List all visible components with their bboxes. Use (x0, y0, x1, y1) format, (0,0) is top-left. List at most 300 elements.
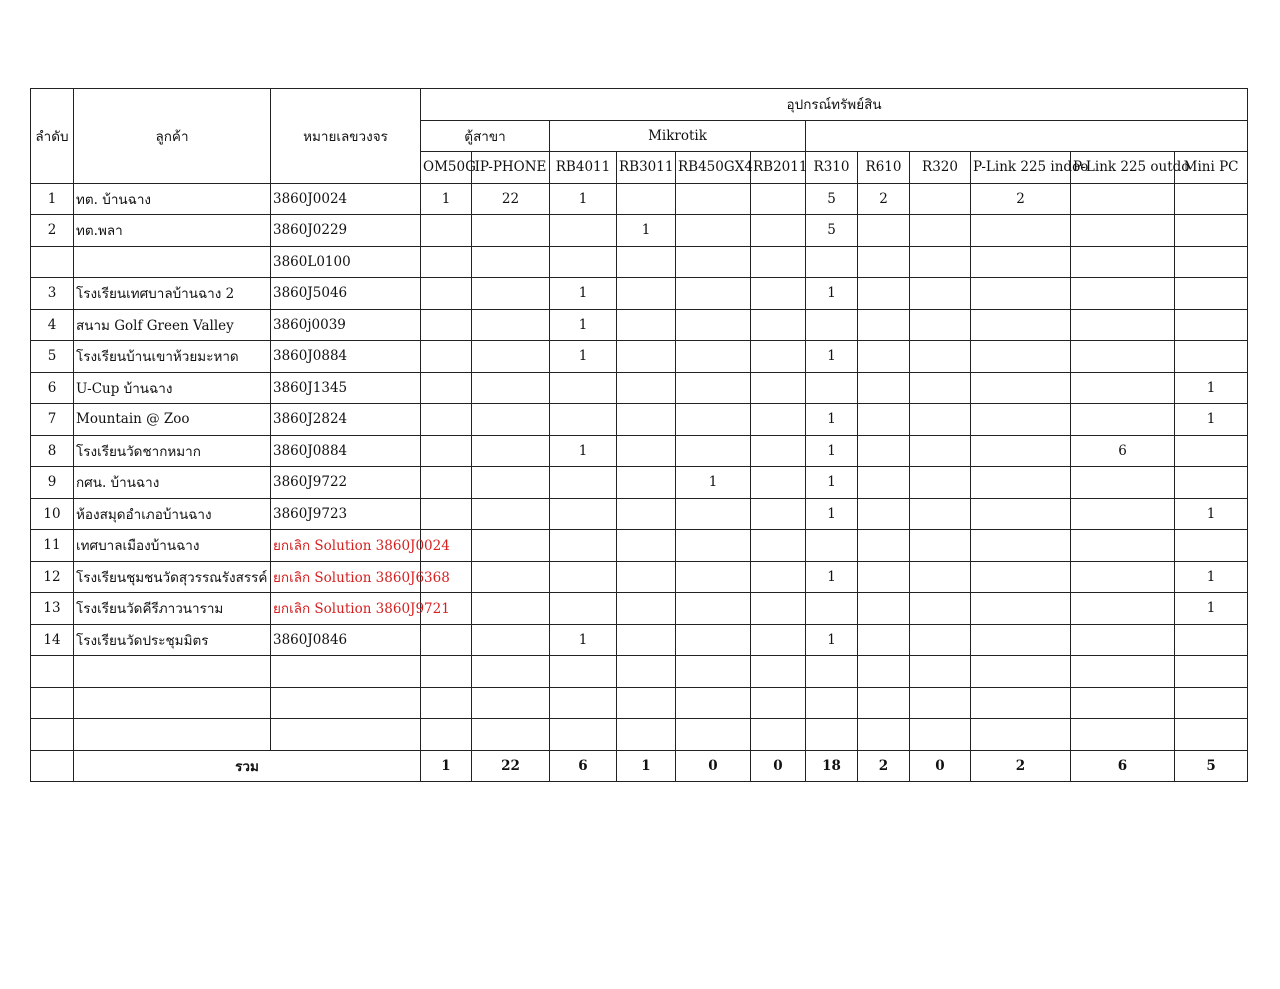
row-circuit: 3860J5046 (271, 278, 421, 310)
row-value (1175, 246, 1248, 278)
row-value (1175, 215, 1248, 247)
column-header: RB4011 (550, 152, 617, 184)
row-seq: 10 (31, 498, 74, 530)
row-value (617, 687, 676, 719)
header-blank-group (806, 120, 1248, 152)
row-value: 1 (421, 183, 472, 215)
row-value (910, 530, 971, 562)
row-value (1071, 593, 1175, 625)
row-value (1071, 467, 1175, 499)
row-value (617, 498, 676, 530)
row-circuit: ยกเลิก Solution 3860J6368 (271, 561, 421, 593)
total-value: 0 (676, 750, 751, 782)
row-value (421, 215, 472, 247)
row-value (971, 656, 1071, 688)
row-value (971, 435, 1071, 467)
row-value: 1 (806, 404, 858, 436)
row-seq: 7 (31, 404, 74, 436)
row-value (617, 593, 676, 625)
row-value (472, 656, 550, 688)
row-value: 1 (550, 309, 617, 341)
row-value (617, 530, 676, 562)
row-value (858, 719, 910, 751)
row-circuit: 3860J0884 (271, 341, 421, 373)
row-value (751, 656, 806, 688)
row-circuit: 3860J0229 (271, 215, 421, 247)
row-value (472, 719, 550, 751)
row-seq (31, 687, 74, 719)
row-value (550, 498, 617, 530)
row-value (910, 498, 971, 530)
row-value (910, 246, 971, 278)
row-customer: โรงเรียนเทศบาลบ้านฉาง 2 (74, 278, 271, 310)
row-value (472, 498, 550, 530)
row-value (971, 309, 1071, 341)
row-value (806, 719, 858, 751)
row-value (617, 435, 676, 467)
row-value (676, 372, 751, 404)
row-value (421, 372, 472, 404)
column-header: R610 (858, 152, 910, 184)
row-customer: โรงเรียนวัดประชุมมิตร (74, 624, 271, 656)
row-value (617, 467, 676, 499)
row-customer: โรงเรียนชุมชนวัดสุวรรณรังสรรค์ (74, 561, 271, 593)
row-value (971, 530, 1071, 562)
row-value (910, 656, 971, 688)
row-value: 1 (806, 341, 858, 373)
column-header: RB450GX4 (676, 152, 751, 184)
total-value: 6 (550, 750, 617, 782)
row-value (751, 341, 806, 373)
total-value: 2 (858, 750, 910, 782)
row-value (971, 561, 1071, 593)
row-value (676, 624, 751, 656)
row-value (1071, 215, 1175, 247)
row-value (858, 246, 910, 278)
row-value: 2 (858, 183, 910, 215)
row-seq: 1 (31, 183, 74, 215)
row-value (910, 467, 971, 499)
row-value (676, 656, 751, 688)
row-value (1071, 183, 1175, 215)
row-seq (31, 719, 74, 751)
row-value (971, 498, 1071, 530)
row-value (472, 341, 550, 373)
row-value (676, 309, 751, 341)
row-value (910, 719, 971, 751)
row-value (1071, 246, 1175, 278)
row-value (910, 435, 971, 467)
row-value (472, 561, 550, 593)
row-value (472, 404, 550, 436)
table-row (31, 372, 1248, 404)
row-value (617, 624, 676, 656)
table-row (31, 593, 1248, 625)
table-row (31, 561, 1248, 593)
row-value (1175, 719, 1248, 751)
row-value (751, 498, 806, 530)
row-seq: 3 (31, 278, 74, 310)
row-value (676, 404, 751, 436)
row-value (971, 246, 1071, 278)
row-value (806, 530, 858, 562)
row-value (1071, 309, 1175, 341)
table-row (31, 467, 1248, 499)
row-value (971, 593, 1071, 625)
row-customer: ทต. บ้านฉาง (74, 183, 271, 215)
row-value: 22 (472, 183, 550, 215)
row-value: 6 (1071, 435, 1175, 467)
row-value (550, 467, 617, 499)
total-label: รวม (74, 750, 421, 782)
row-value (971, 719, 1071, 751)
row-circuit (271, 656, 421, 688)
row-value: 1 (806, 498, 858, 530)
table-body (31, 183, 1248, 750)
row-circuit: 3860j0039 (271, 309, 421, 341)
table-row (31, 719, 1248, 751)
row-value (910, 561, 971, 593)
row-value (1175, 183, 1248, 215)
row-value (617, 309, 676, 341)
row-value (858, 498, 910, 530)
row-value (1071, 561, 1175, 593)
row-value (858, 278, 910, 310)
row-value (550, 593, 617, 625)
row-seq (31, 656, 74, 688)
row-value (910, 624, 971, 656)
row-customer: ห้องสมุดอำเภอบ้านฉาง (74, 498, 271, 530)
row-customer: โรงเรียนบ้านเขาห้วยมะหาด (74, 341, 271, 373)
column-header: R310 (806, 152, 858, 184)
table-row (31, 687, 1248, 719)
total-value: 0 (751, 750, 806, 782)
row-value: 1 (1175, 372, 1248, 404)
row-circuit: ยกเลิก Solution 3860J9721 (271, 593, 421, 625)
table-row (31, 341, 1248, 373)
column-header: R320 (910, 152, 971, 184)
total-value: 6 (1071, 750, 1175, 782)
table-row (31, 246, 1248, 278)
row-value (550, 215, 617, 247)
row-value (751, 215, 806, 247)
row-value: 1 (676, 467, 751, 499)
row-value (472, 372, 550, 404)
row-value: 1 (806, 561, 858, 593)
row-value (421, 404, 472, 436)
row-value (858, 309, 910, 341)
row-value (858, 561, 910, 593)
row-value (971, 372, 1071, 404)
row-value (1071, 498, 1175, 530)
row-value: 1 (806, 278, 858, 310)
column-header: OM50G (421, 152, 472, 184)
row-value: 1 (1175, 404, 1248, 436)
row-value (751, 404, 806, 436)
row-value (751, 687, 806, 719)
row-value (858, 656, 910, 688)
row-value (751, 278, 806, 310)
row-value (472, 530, 550, 562)
row-value (858, 404, 910, 436)
row-circuit: 3860J0024 (271, 183, 421, 215)
row-value (751, 593, 806, 625)
header-mikrotik-group: Mikrotik (550, 120, 806, 152)
row-value (751, 309, 806, 341)
row-value (1175, 467, 1248, 499)
row-customer: Mountain @ Zoo (74, 404, 271, 436)
row-value (1175, 624, 1248, 656)
row-value: 1 (1175, 561, 1248, 593)
total-value: 2 (971, 750, 1071, 782)
row-value (910, 183, 971, 215)
table-row (31, 656, 1248, 688)
row-value (421, 656, 472, 688)
row-value (858, 435, 910, 467)
row-value (421, 624, 472, 656)
table-row (31, 435, 1248, 467)
total-value: 5 (1175, 750, 1248, 782)
row-value (971, 341, 1071, 373)
row-value (676, 341, 751, 373)
row-value (617, 719, 676, 751)
row-value (421, 341, 472, 373)
row-seq: 8 (31, 435, 74, 467)
row-value (421, 435, 472, 467)
row-value (421, 309, 472, 341)
row-value (858, 372, 910, 404)
row-circuit: 3860J2824 (271, 404, 421, 436)
row-value (617, 278, 676, 310)
row-seq: 13 (31, 593, 74, 625)
column-header: RB2011 (751, 152, 806, 184)
row-value (971, 467, 1071, 499)
row-value (910, 372, 971, 404)
row-customer: กศน. บ้านฉาง (74, 467, 271, 499)
row-value (1071, 624, 1175, 656)
row-circuit: 3860J1345 (271, 372, 421, 404)
row-value (472, 246, 550, 278)
table-row (31, 404, 1248, 436)
row-value (806, 593, 858, 625)
row-value (806, 309, 858, 341)
row-value (617, 183, 676, 215)
row-value (971, 215, 1071, 247)
row-value (751, 561, 806, 593)
row-value (858, 467, 910, 499)
row-value (676, 215, 751, 247)
row-value: 1 (806, 467, 858, 499)
row-value: 1 (550, 183, 617, 215)
row-value (751, 246, 806, 278)
row-value (1071, 656, 1175, 688)
row-value (1071, 372, 1175, 404)
row-value (910, 309, 971, 341)
row-value (472, 624, 550, 656)
table-row (31, 498, 1248, 530)
row-circuit: ยกเลิก Solution 3860J0024 (271, 530, 421, 562)
row-value (1071, 530, 1175, 562)
row-value (806, 372, 858, 404)
row-value: 1 (550, 278, 617, 310)
row-seq: 11 (31, 530, 74, 562)
row-value: 2 (971, 183, 1071, 215)
row-value (751, 372, 806, 404)
row-value (617, 341, 676, 373)
row-value (550, 687, 617, 719)
row-value (858, 624, 910, 656)
row-value (421, 498, 472, 530)
row-value (910, 215, 971, 247)
equipment-table (30, 88, 1248, 782)
row-value (910, 278, 971, 310)
row-value: 1 (1175, 593, 1248, 625)
row-value (617, 404, 676, 436)
row-value: 1 (550, 435, 617, 467)
row-value (421, 467, 472, 499)
table-row (31, 530, 1248, 562)
row-value (858, 341, 910, 373)
row-value (971, 687, 1071, 719)
row-value (1071, 687, 1175, 719)
row-value (910, 593, 971, 625)
row-value (676, 561, 751, 593)
row-value (971, 404, 1071, 436)
row-value (910, 404, 971, 436)
row-value (1175, 530, 1248, 562)
row-value (421, 687, 472, 719)
row-circuit (271, 687, 421, 719)
row-circuit: 3860J0884 (271, 435, 421, 467)
row-value (1071, 278, 1175, 310)
header-assets: อุปกรณ์ทรัพย์สิน (421, 89, 1248, 121)
row-customer: โรงเรียนวัดชากหมาก (74, 435, 271, 467)
row-value (751, 624, 806, 656)
row-value (1071, 341, 1175, 373)
column-header: RB3011 (617, 152, 676, 184)
row-value: 1 (806, 624, 858, 656)
row-value: 1 (806, 435, 858, 467)
row-value (751, 530, 806, 562)
row-customer (74, 656, 271, 688)
row-value (676, 278, 751, 310)
header-branch-group: ตู้สาขา (421, 120, 550, 152)
row-value (617, 561, 676, 593)
row-value (676, 246, 751, 278)
row-customer (74, 246, 271, 278)
row-customer (74, 719, 271, 751)
header-circuit: หมายเลขวงจร (271, 89, 421, 184)
total-value: 18 (806, 750, 858, 782)
row-value (806, 656, 858, 688)
column-header: IP-PHONE (472, 152, 550, 184)
table-row (31, 278, 1248, 310)
row-value (676, 498, 751, 530)
row-value (858, 593, 910, 625)
row-value (550, 656, 617, 688)
row-value (1175, 435, 1248, 467)
row-value (676, 435, 751, 467)
row-circuit: 3860L0100 (271, 246, 421, 278)
row-value (550, 404, 617, 436)
row-value (910, 341, 971, 373)
row-value (676, 687, 751, 719)
row-value (676, 719, 751, 751)
row-customer: U-Cup บ้านฉาง (74, 372, 271, 404)
row-value (472, 467, 550, 499)
row-seq (31, 246, 74, 278)
table-row (31, 624, 1248, 656)
row-circuit: 3860J0846 (271, 624, 421, 656)
row-seq: 9 (31, 467, 74, 499)
row-seq: 4 (31, 309, 74, 341)
row-value: 5 (806, 215, 858, 247)
row-value (971, 278, 1071, 310)
row-value (550, 561, 617, 593)
row-value (858, 530, 910, 562)
row-value (472, 435, 550, 467)
row-customer: สนาม Golf Green Valley (74, 309, 271, 341)
row-value (971, 624, 1071, 656)
row-seq: 5 (31, 341, 74, 373)
row-value (910, 687, 971, 719)
row-value (676, 530, 751, 562)
row-value: 1 (550, 341, 617, 373)
total-value: 22 (472, 750, 550, 782)
row-value (1071, 719, 1175, 751)
row-value (421, 278, 472, 310)
row-value (806, 246, 858, 278)
row-value (858, 687, 910, 719)
row-value (472, 687, 550, 719)
total-row (31, 750, 1248, 782)
row-value: 5 (806, 183, 858, 215)
row-value (676, 593, 751, 625)
row-value (751, 467, 806, 499)
row-value (550, 719, 617, 751)
row-value (472, 278, 550, 310)
row-seq: 2 (31, 215, 74, 247)
row-value (676, 183, 751, 215)
table-row (31, 309, 1248, 341)
column-header: P-Link 225 indoo (971, 152, 1071, 184)
row-value: 1 (550, 624, 617, 656)
row-seq: 6 (31, 372, 74, 404)
row-seq: 14 (31, 624, 74, 656)
row-value (550, 246, 617, 278)
row-value (421, 246, 472, 278)
row-customer: ทต.พลา (74, 215, 271, 247)
row-value (1175, 309, 1248, 341)
row-value (806, 687, 858, 719)
header-customer: ลูกค้า (74, 89, 271, 184)
header-seq: ลำดับ (31, 89, 74, 184)
row-value (550, 530, 617, 562)
row-value (1175, 278, 1248, 310)
row-value (550, 372, 617, 404)
row-seq: 12 (31, 561, 74, 593)
row-value (1071, 404, 1175, 436)
total-value: 1 (617, 750, 676, 782)
total-value: 0 (910, 750, 971, 782)
row-value (858, 215, 910, 247)
column-header: Mini PC (1175, 152, 1248, 184)
row-value (1175, 341, 1248, 373)
row-customer: เทศบาลเมืองบ้านฉาง (74, 530, 271, 562)
row-value (617, 656, 676, 688)
row-value: 1 (1175, 498, 1248, 530)
row-customer: โรงเรียนวัดคีรีภาวนาราม (74, 593, 271, 625)
